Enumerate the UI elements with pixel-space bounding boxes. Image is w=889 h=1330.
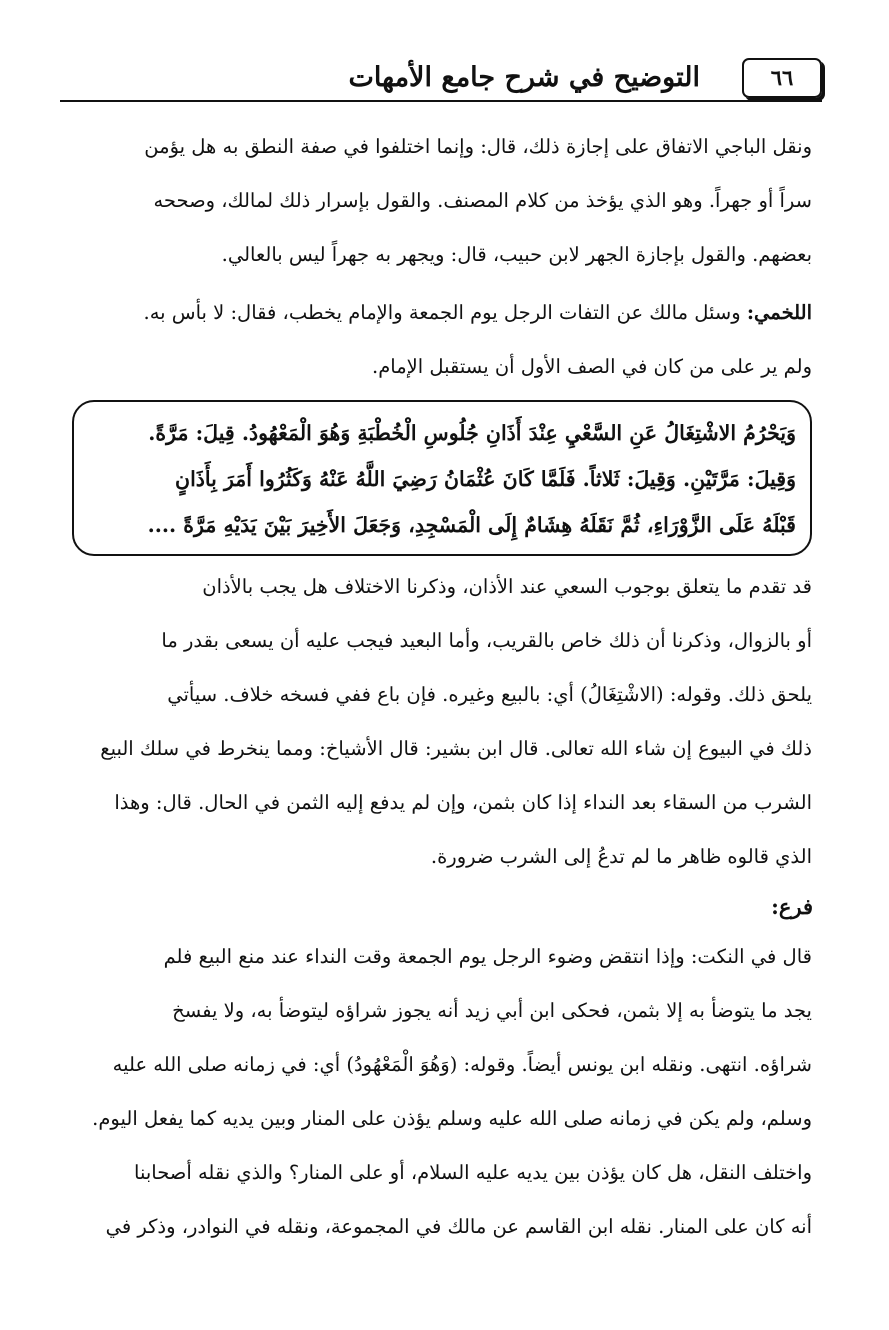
text-line bbox=[74, 286, 812, 340]
text-line: بعضهم. والقول بإجازة الجهر لابن حبيب، قال: ويجهر به جهراً ليس بالعالي. bbox=[221, 243, 812, 266]
text-line: قال في النكت: وإذا انتقض وضوء الرجل يوم الجمعة وقت النداء عند منع البيع فلم bbox=[163, 945, 812, 968]
text-line: أو بالزوال، وذكرنا أن ذلك خاص بالقريب، وأما البعيد فيجب عليه أن يسعى بقدر ما bbox=[161, 629, 812, 652]
text-line: ونقل الباجي الاتفاق على إجازة ذلك، قال: وإنما اختلفوا في صفة النطق به هل يؤمن bbox=[144, 135, 812, 158]
page-number: ٦٦ bbox=[770, 65, 794, 90]
text-line: سراً أو جهراً. وهو الذي يؤخذ من كلام المصنف. والقول بإسرار ذلك لمالك، وصححه bbox=[153, 189, 812, 212]
text-line: يلحق ذلك. وقوله: (الاشْتِغَالُ) أي: بالبيع وغيره. فإن باع ففي فسخه خلاف. سيأتي bbox=[167, 683, 812, 706]
text-line: وسلم، ولم يكن في زمانه صلى الله عليه وسلم يؤذن على المنار وبين يديه كما يفعل اليوم. bbox=[92, 1107, 812, 1130]
text-line: واختلف النقل، هل كان يؤذن بين يديه عليه السلام، أو على المنار؟ والذي نقله أصحابنا bbox=[134, 1161, 812, 1184]
running-header bbox=[60, 52, 822, 106]
lakhmi-text: وسئل مالك عن التفات الرجل يوم الجمعة والإمام يخطب، فقال: لا بأس به. bbox=[143, 301, 747, 324]
page-number-box bbox=[742, 58, 822, 98]
paragraph-far bbox=[74, 930, 812, 1254]
text-line: يجد ما يتوضأ به إلا بثمن، فحكى ابن أبي زيد أنه يجوز شراؤه ليتوضأ به، ولا يفسخ bbox=[172, 999, 812, 1022]
text-line: شراؤه. انتهى. ونقله ابن يونس أيضاً. وقوله: (وَهُوَ الْمَعْهُودُ) أي: في زمانه صلى الله عليه bbox=[112, 1053, 812, 1076]
section-heading: فرع: bbox=[771, 894, 813, 919]
book-title: التوضيح في شرح جامع الأمهات bbox=[348, 62, 700, 93]
text-line: الذي قالوه ظاهر ما لم تدعُ إلى الشرب ضرورة. bbox=[430, 845, 812, 868]
paragraph-commentary bbox=[74, 560, 812, 884]
matn-box bbox=[72, 400, 812, 556]
text-line: أنه كان على المنار. نقله ابن القاسم عن مالك في المجموعة، ونقله في النوادر، وذكر في bbox=[105, 1215, 812, 1238]
text-line: ولم ير على من كان في الصف الأول أن يستقبل الإمام. bbox=[372, 355, 812, 378]
text-line: ذلك في البيوع إن شاء الله تعالى. قال ابن بشير: قال الأشياخ: ومما ينخرط في سلك البيع bbox=[100, 737, 812, 760]
matn-line: قَبْلَهُ عَلَى الزَّوْرَاءِ، ثُمَّ نَقَلَهُ هِشَامٌ إِلَى الْمَسْجِدِ، وَجَعَلَ الأَخِيرَ بَيْنَ يَدَيْهِ مَرَّةً .... bbox=[147, 513, 796, 537]
paragraph-lakhmi bbox=[74, 286, 812, 394]
matn-line: وَيَحْرُمُ الاشْتِغَالُ عَنِ السَّعْيِ عِنْدَ أَذَانِ جُلُوسِ الْخُطْبَةِ وَهُوَ الْمَعْهُودُ. قِيلَ: مَرَّةً. bbox=[148, 421, 796, 445]
text-line: قد تقدم ما يتعلق بوجوب السعي عند الأذان، وذكرنا الاختلاف هل يجب بالأذان bbox=[202, 575, 812, 598]
matn-line: وَقِيلَ: مَرَّتَيْنِ. وَقِيلَ: ثَلاثاً. فَلَمَّا كَانَ عُثْمَانُ رَضِيَ اللَّهُ عَنْهُ وَكَثُرُوا أَمَرَ بِأَذَانٍ bbox=[175, 467, 796, 491]
paragraph-baji bbox=[74, 120, 812, 282]
text-line: الشرب من السقاء بعد النداء إذا كان بثمن، وإن لم يدفع إليه الثمن في الحال. قال: وهذا bbox=[114, 791, 812, 814]
lakhmi-label: اللخمي: bbox=[746, 301, 812, 324]
header-divider bbox=[60, 100, 822, 102]
